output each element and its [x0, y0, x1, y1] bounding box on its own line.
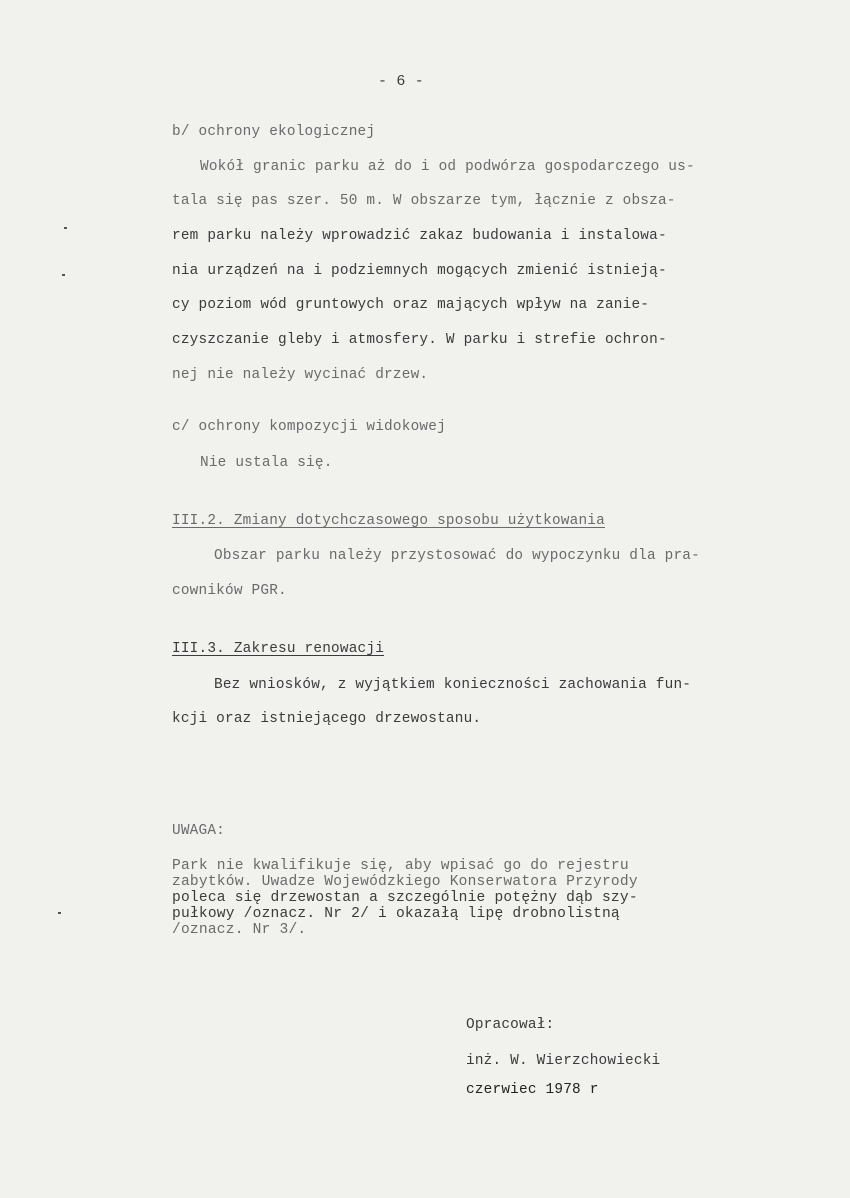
section-b-heading: b/ ochrony ekologicznej: [172, 124, 376, 140]
note-line: poleca się drzewostan a szczególnie potężny dąb szy-: [172, 890, 638, 906]
section-b-line: cy poziom wód gruntowych oraz mających wpływ na zanie-: [172, 297, 650, 313]
section-iii2-line: cowników PGR.: [172, 583, 287, 599]
document-date: czerwiec 1978 r: [466, 1082, 599, 1098]
section-iii3-heading: III.3. Zakresu renowacji: [172, 641, 385, 657]
section-b-line: nej nie należy wycinać drzew.: [172, 367, 429, 383]
section-b-line: rem parku należy wprowadzić zakaz budowania i instalowa-: [172, 228, 667, 244]
note-line: /oznacz. Nr 3/.: [172, 922, 307, 938]
note-label: UWAGA:: [172, 823, 226, 839]
note-line: zabytków. Uwadze Wojewódzkiego Konserwatora Przyrody: [172, 874, 638, 890]
section-b-line: czyszczanie gleby i atmosfery. W parku i strefie ochron-: [172, 332, 667, 348]
section-b-line: nia urządzeń na i podziemnych mogących zmienić istnieją-: [172, 263, 667, 279]
note-line: Park nie kwalifikuje się, aby wpisać go do rejestru: [172, 858, 629, 874]
section-iii3-line: Bez wniosków, z wyjątkiem konieczności zachowania fun-: [214, 677, 692, 693]
note-line: pułkowy /oznacz. Nr 2/ i okazałą lipę drobnolistną: [172, 906, 620, 922]
section-iii2-line: Obszar parku należy przystosować do wypoczynku dla pra-: [214, 548, 700, 564]
section-b-line: tala się pas szer. 50 m. W obszarze tym, łącznie z obsza-: [172, 193, 676, 209]
prepared-by-label: Opracował:: [466, 1017, 555, 1033]
section-b-line: Wokół granic parku aż do i od podwórza gospodarczego us-: [200, 159, 695, 175]
scan-speck: [62, 274, 65, 276]
scan-speck: [64, 227, 67, 229]
section-c-text: Nie ustala się.: [200, 455, 333, 471]
page-number: - 6 -: [378, 73, 425, 90]
section-iii3-line: kcji oraz istniejącego drzewostanu.: [172, 711, 482, 727]
author-name: inż. W. Wierzchowiecki: [466, 1053, 661, 1069]
section-c-heading: c/ ochrony kompozycji widokowej: [172, 419, 446, 435]
section-iii2-heading: III.2. Zmiany dotychczasowego sposobu użytkowania: [172, 513, 605, 529]
scan-speck: [58, 912, 61, 914]
